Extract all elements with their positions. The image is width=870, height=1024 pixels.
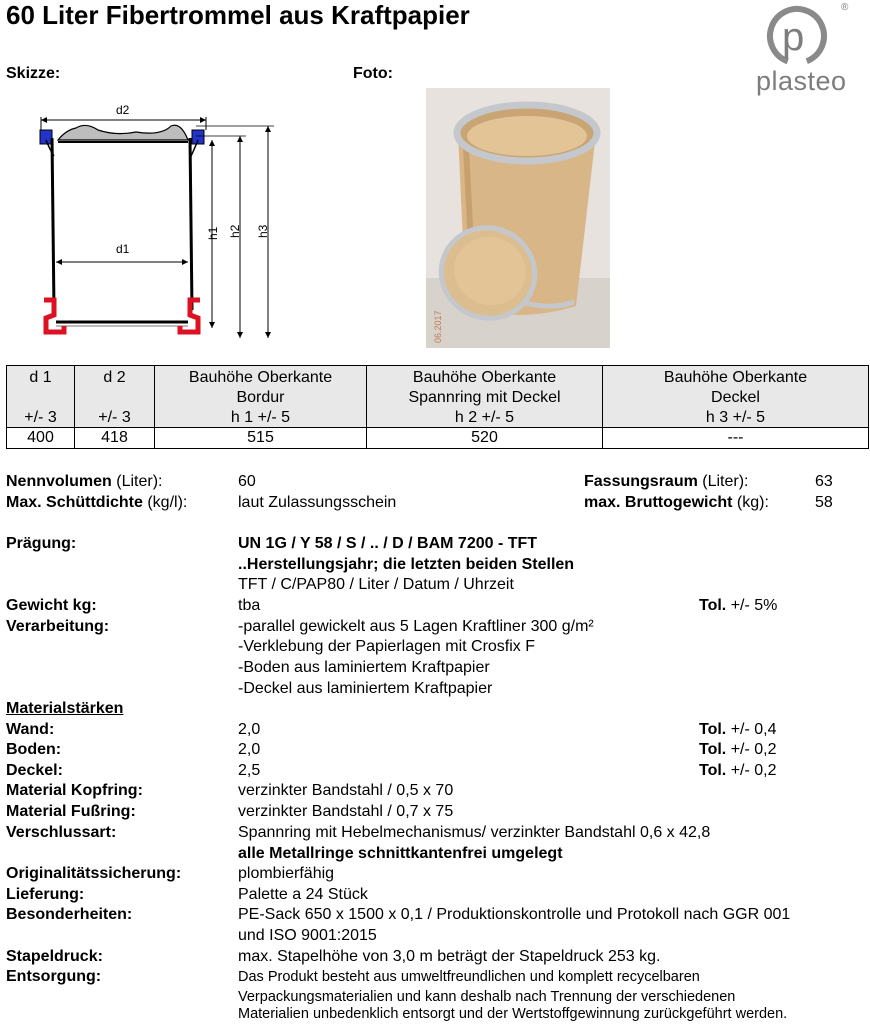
header-h1-line2: Bordur bbox=[236, 389, 285, 406]
drum-sketch bbox=[36, 100, 286, 345]
nennvolumen-label: Nennvolumen (Liter): bbox=[6, 473, 163, 490]
gewicht-value: tba bbox=[238, 597, 261, 614]
schuettdichte-label: Max. Schüttdichte (kg/l): bbox=[6, 494, 188, 511]
header-d1-tol: +/- 3 bbox=[24, 409, 57, 426]
wand-value: 2,0 bbox=[238, 721, 261, 738]
praegung-line1: UN 1G / Y 58 / S / .. / D / BAM 7200 - TFT bbox=[238, 535, 538, 552]
verschluss-label: Verschlussart: bbox=[6, 824, 117, 841]
boden-label: Boden: bbox=[6, 741, 62, 758]
header-d1: d 1 bbox=[29, 369, 52, 386]
fassungsraum-label: Fassungsraum (Liter): bbox=[584, 473, 749, 490]
value-h1: 515 bbox=[155, 428, 367, 449]
praegung-line2: ..Herstellungsjahr; die letzten beiden Stellen bbox=[238, 556, 575, 573]
besonder-label: Besonderheiten: bbox=[6, 906, 133, 923]
fassungsraum-value: 63 bbox=[815, 473, 833, 490]
logo-name: plasteo bbox=[756, 66, 847, 96]
verarbeitung-line-3: -Boden aus laminiertem Kraftpapier bbox=[238, 659, 490, 676]
table-header-row bbox=[7, 366, 869, 428]
deckel-label: Deckel: bbox=[6, 762, 63, 779]
sketch-label: Skizze: bbox=[6, 65, 61, 82]
original-label: Originalitätssicherung: bbox=[6, 865, 182, 882]
verarbeitung-label: Verarbeitung: bbox=[6, 618, 110, 635]
boden-tolerance: Tol. +/- 0,2 bbox=[699, 741, 777, 758]
verschluss-note: alle Metallringe schnittkantenfrei umgelegt bbox=[238, 845, 563, 862]
header-h1-tol: h 1 +/- 5 bbox=[230, 409, 291, 426]
gewicht-tolerance: Tol. +/- 5% bbox=[699, 597, 778, 614]
header-h3-tol: h 3 +/- 5 bbox=[705, 409, 766, 426]
kopfring-label: Material Kopfring: bbox=[6, 782, 143, 799]
table-row bbox=[7, 428, 869, 449]
wand-tolerance: Tol. +/- 0,4 bbox=[699, 721, 777, 738]
drum-photo bbox=[426, 88, 610, 348]
praegung-label: Prägung: bbox=[6, 535, 77, 552]
verarbeitung-line-2: -Verklebung der Papierlagen mit Crosfix F bbox=[238, 638, 536, 655]
verarbeitung-line-4: -Deckel aus laminiertem Kraftpapier bbox=[238, 680, 493, 697]
bruttogewicht-value: 58 bbox=[815, 494, 833, 511]
header-d2-tol: +/- 3 bbox=[98, 409, 131, 426]
entsorgung-line-2: Verpackungsmaterialien und kann deshalb nach Trennung der verschiedenen bbox=[238, 989, 736, 1005]
stapel-value: max. Stapelhöhe von 3,0 m beträgt der Stapeldruck 253 kg. bbox=[238, 948, 661, 965]
logo-letter: p bbox=[782, 15, 805, 59]
header-h2-line2: Spannring mit Deckel bbox=[408, 389, 561, 406]
dimensions-table bbox=[6, 365, 869, 449]
value-h3: --- bbox=[603, 428, 869, 449]
registered-mark: ® bbox=[841, 2, 849, 13]
lieferung-label: Lieferung: bbox=[6, 886, 85, 903]
verschluss-value: Spannring mit Hebelmechanismus/ verzinkter Bandstahl 0,6 x 42,8 bbox=[238, 824, 711, 841]
schuettdichte-value: laut Zulassungsschein bbox=[238, 494, 397, 511]
boden-value: 2,0 bbox=[238, 741, 261, 758]
wand-label: Wand: bbox=[6, 721, 55, 738]
bruttogewicht-label: max. Bruttogewicht (kg): bbox=[584, 494, 769, 511]
stapel-label: Stapeldruck: bbox=[6, 948, 103, 965]
header-h2-tol: h 2 +/- 5 bbox=[454, 409, 515, 426]
lieferung-value: Palette a 24 Stück bbox=[238, 886, 368, 903]
value-h2: 520 bbox=[367, 428, 603, 449]
besonder-line1: PE-Sack 650 x 1500 x 0,1 / Produktionskontrolle und Protokoll nach GGR 001 bbox=[238, 906, 791, 923]
gewicht-label: Gewicht kg: bbox=[6, 597, 97, 614]
deckel-value: 2,5 bbox=[238, 762, 261, 779]
header-h3-line1: Bauhöhe Oberkante bbox=[663, 369, 808, 386]
verarbeitung-line-1: -parallel gewickelt aus 5 Lagen Kraftliner 300 g/m² bbox=[238, 618, 594, 635]
entsorgung-label: Entsorgung: bbox=[6, 968, 102, 985]
value-d2: 418 bbox=[75, 428, 155, 449]
dim-h3: h3 bbox=[256, 224, 270, 238]
dim-h1: h1 bbox=[206, 226, 220, 240]
nennvolumen-value: 60 bbox=[238, 473, 256, 490]
original-value: plombierfähig bbox=[238, 865, 335, 882]
header-h1-line1: Bauhöhe Oberkante bbox=[188, 369, 333, 386]
photo-date-watermark: 06.2017 bbox=[433, 310, 443, 343]
header-d2: d 2 bbox=[103, 369, 126, 386]
header-h2-line1: Bauhöhe Oberkante bbox=[412, 369, 557, 386]
fussring-value: verzinkter Bandstahl / 0,7 x 75 bbox=[238, 803, 454, 820]
besonder-line2: und ISO 9001:2015 bbox=[238, 927, 377, 944]
entsorgung-line-1: Das Produkt besteht aus umweltfreundlichen und komplett recycelbaren bbox=[238, 969, 700, 985]
value-d1: 400 bbox=[7, 428, 75, 449]
page-title: 60 Liter Fibertrommel aus Kraftpapier bbox=[6, 0, 470, 30]
dim-d1: d1 bbox=[116, 242, 130, 256]
fussring-label: Material Fußring: bbox=[6, 803, 136, 820]
entsorgung-line-3: Materialien unbedenklich entsorgt und der Wertstoffgewinnung zurückgeführt werden. bbox=[238, 1006, 788, 1022]
dim-d2: d2 bbox=[116, 103, 130, 117]
header-h3-line2: Deckel bbox=[711, 389, 760, 406]
dim-h2: h2 bbox=[228, 224, 242, 238]
photo-label: Foto: bbox=[353, 65, 393, 82]
kopfring-value: verzinkter Bandstahl / 0,5 x 70 bbox=[238, 782, 454, 799]
praegung-line3: TFT / C/PAP80 / Liter / Datum / Uhrzeit bbox=[238, 576, 514, 593]
deckel-tolerance: Tol. +/- 0,2 bbox=[699, 762, 777, 779]
materialstaerken-heading: Materialstärken bbox=[6, 700, 124, 717]
